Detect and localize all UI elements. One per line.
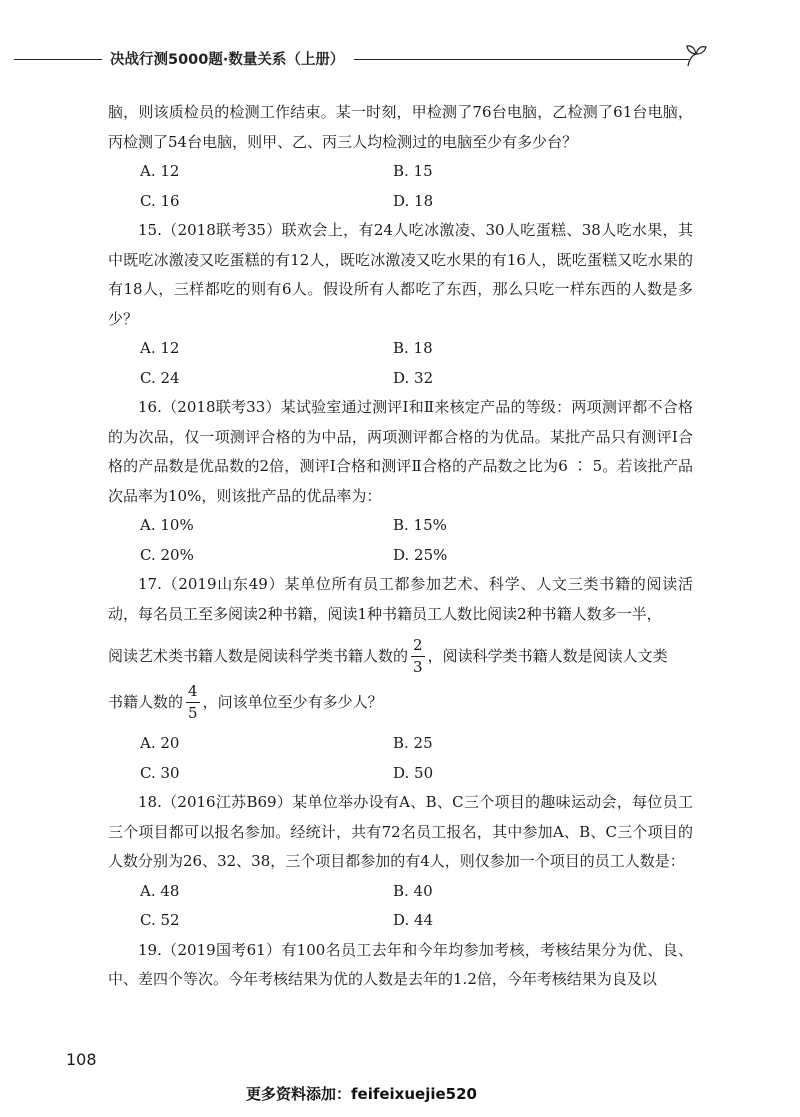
question-14-options-row-2 [108, 187, 693, 217]
option-d: D. 18 [393, 191, 434, 210]
option-c: C. 16 [140, 191, 180, 210]
question-14-options-row-1 [108, 157, 693, 187]
question-15: 15.（2018联考35）联欢会上，有24人吃冰激凌、30人吃蛋糕、38人吃水果，其中既吃冰激凌又吃蛋糕的有12人，既吃冰激凌又吃水果的有16人，既吃蛋糕又吃水果的有18人，三样都吃的则有6人。假设所有人都吃了东西，那么只吃一样东西的人数是多少？ [108, 221, 693, 328]
question-19: 19.（2019国考61）有100名员工去年和今年均参加考核，考核结果分为优、良、中、差四个等次。今年考核结果为优的人数是去年的1.2倍，今年考核结果为良及以 [108, 940, 693, 988]
option-d: D. 44 [393, 911, 434, 929]
option-b: B. 18 [393, 339, 433, 357]
question-17-options-row-1 [108, 729, 693, 759]
fraction-two-thirds [411, 637, 425, 675]
option-b: B. 15 [393, 162, 433, 180]
fraction-numerator: 4 [186, 683, 200, 703]
header-title: 决战行测5000题·数量关系（上册） [110, 52, 345, 68]
question-16-options-row-2 [108, 541, 693, 571]
option-b: B. 25 [393, 734, 433, 752]
question-17-line-2 [108, 637, 693, 675]
fraction-numerator: 2 [411, 637, 425, 657]
fraction-denominator: 5 [188, 703, 198, 722]
question-17-text: 阅读艺术类书籍人数是阅读科学类书籍人数的 [108, 646, 409, 665]
option-c: C. 20% [140, 545, 194, 564]
question-15-options-row-2 [108, 364, 693, 394]
option-c: C. 30 [140, 763, 180, 782]
option-a: A. 48 [140, 881, 180, 900]
question-18: 18.（2016江苏B69）某单位举办设有A、B、C三个项目的趣味运动会，每位员工三个项目都可以报名参加。经统计，共有72名员工报名，其中参加A、B、C三个项目的人数分别为26、32、38，三个项目都参加的有4人，则仅参加一个项目的员工人数是： [108, 793, 693, 870]
footer-note: 更多资料添加：feifeixuejie520 [246, 1085, 477, 1103]
question-14-continued: 脑，则该质检员的检测工作结束。某一时刻，甲检测了76台电脑，乙检测了61台电脑，丙检测了54台电脑，则甲、乙、丙三人均检测过的电脑至少有多少台？ [108, 103, 693, 151]
option-c: C. 24 [140, 368, 180, 387]
option-d: D. 50 [393, 763, 434, 782]
page-number: 108 [66, 1050, 97, 1069]
question-16-options-row-1 [108, 511, 693, 541]
fraction-four-fifths [186, 683, 200, 721]
fraction-denominator: 3 [413, 657, 423, 676]
header-rule-right [354, 59, 689, 60]
option-b: B. 15% [393, 516, 447, 534]
question-16: 16.（2018联考33）某试验室通过测评Ⅰ和Ⅱ来核定产品的等级：两项测评都不合格的为次品，仅一项测评合格的为中品，两项测评都合格的为优品。某批产品只有测评Ⅰ合格的产品数是优品数的2倍，测评Ⅰ合格和测评Ⅱ合格的产品数之比为6 ∶ 5。若该批产品次品率为10%，则该批产品的优品率为： [108, 398, 693, 505]
running-header [14, 44, 704, 74]
option-a: A. 10% [140, 516, 194, 534]
option-d: D. 32 [393, 368, 434, 387]
option-a: A. 12 [140, 339, 180, 357]
question-17-text: 书籍人数的 [108, 692, 184, 711]
option-a: A. 20 [140, 734, 180, 752]
question-17-text: ，问该单位至少有多少人？ [202, 692, 383, 711]
page-content [108, 98, 693, 995]
question-17-line-1: 17.（2019山东49）某单位所有员工都参加艺术、科学、人文三类书籍的阅读活动，每名员工至多阅读2种书籍，阅读1种书籍员工人数比阅读2种书籍人数多一半， [108, 575, 693, 623]
question-17-line-3 [108, 683, 693, 721]
sprout-icon [684, 42, 708, 68]
question-18-options-row-1 [108, 877, 693, 907]
question-17-options-row-2 [108, 759, 693, 789]
question-15-options-row-1 [108, 334, 693, 364]
question-18-options-row-2 [108, 906, 693, 936]
option-c: C. 52 [140, 911, 180, 929]
option-d: D. 25% [393, 545, 448, 564]
option-b: B. 40 [393, 881, 433, 900]
header-rule-left [14, 59, 102, 60]
question-17-text: ，阅读科学类书籍人数是阅读人文类 [427, 646, 668, 665]
option-a: A. 12 [140, 162, 180, 180]
